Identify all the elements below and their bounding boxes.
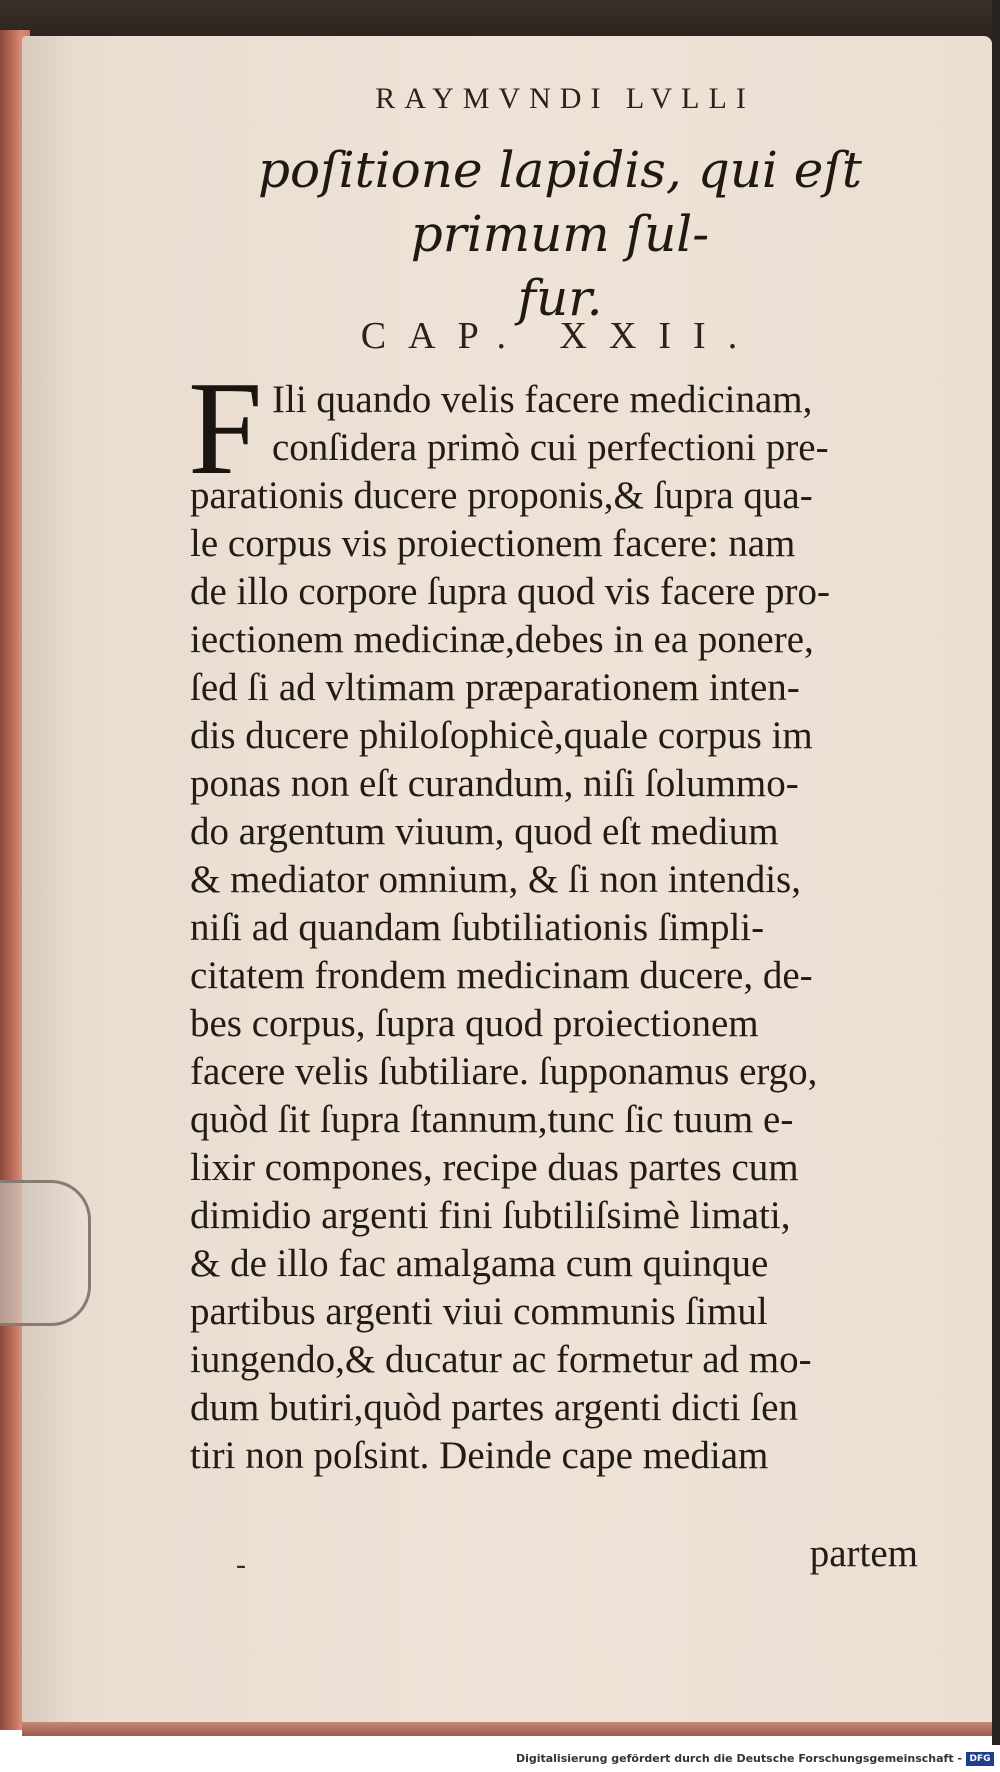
body-line-8: dis ducere philoſophicè,quale corpus im [190, 714, 813, 757]
body-line-23: tiri non poſsint. Deinde cape mediam [190, 1434, 769, 1477]
body-line-7: ſed ſi ad vltimam præparationem inten- [190, 666, 800, 709]
body-line-10: do argentum viuum, quod eſt medium [190, 810, 779, 853]
footer-mark: - [236, 1548, 246, 1581]
scan-background-right [992, 0, 1000, 1745]
body-line-5: de illo corpore ſupra quod vis facere pro- [190, 570, 830, 613]
title-line-2: fur. [517, 269, 603, 327]
running-head: RAYMVNDI LVLLI [375, 82, 755, 115]
body-line-1: Ili quando velis facere medicinam, [272, 378, 813, 421]
body-line-12: niſi ad quandam ſubtiliationis ſimpli- [190, 906, 765, 949]
body-line-17: lixir compones, recipe duas partes cum [190, 1146, 799, 1189]
drop-cap-initial: F [188, 354, 263, 502]
catchword: partem [809, 1532, 918, 1575]
body-line-18: dimidio argenti fini ſubtiliſsimè limati, [190, 1194, 791, 1237]
dfg-logo-icon: DFG [966, 1752, 994, 1766]
body-line-9: ponas non eſt curandum, niſi ſolummo- [190, 762, 799, 805]
body-line-20: partibus argenti viui communis ſimul [190, 1290, 768, 1333]
chapter-heading: CAP. XXII. [360, 315, 760, 357]
body-line-19: & de illo fac amalgama cum quinque [190, 1242, 769, 1285]
page-bottom-edge [22, 1722, 992, 1736]
body-line-15: facere velis ſubtiliare. ſupponamus ergo, [190, 1050, 818, 1093]
body-line-11: & mediator omnium, & ſi non intendis, [190, 858, 801, 901]
body-line-4: le corpus vis proiectionem facere: nam [190, 522, 796, 565]
body-line-13: citatem frondem medicinam ducere, de- [190, 954, 813, 997]
body-line-21: iungendo,& ducatur ac formetur ad mo- [190, 1338, 812, 1381]
section-title [190, 138, 930, 330]
title-line-1: poſitione lapidis, qui eſt primum ſul- [257, 141, 862, 263]
body-line-3: parationis ducere proponis,& ſupra qua- [190, 474, 813, 517]
body-line-6: iectionem medicinæ,debes in ea ponere, [190, 618, 814, 661]
body-line-16: quòd ſit ſupra ſtannum,tunc ſic tuum e- [190, 1098, 794, 1141]
page-clip [0, 1180, 91, 1326]
body-line-22: dum butiri,quòd partes argenti dicti ſen [190, 1386, 798, 1429]
digitization-credit: Digitalisierung gefördert durch die Deutsche Forschungsgemeinschaft - [515, 1752, 962, 1765]
body-line-14: bes corpus, ſupra quod proiectionem [190, 1002, 759, 1045]
body-line-2: conſidera primò cui perfectioni pre- [272, 426, 829, 469]
